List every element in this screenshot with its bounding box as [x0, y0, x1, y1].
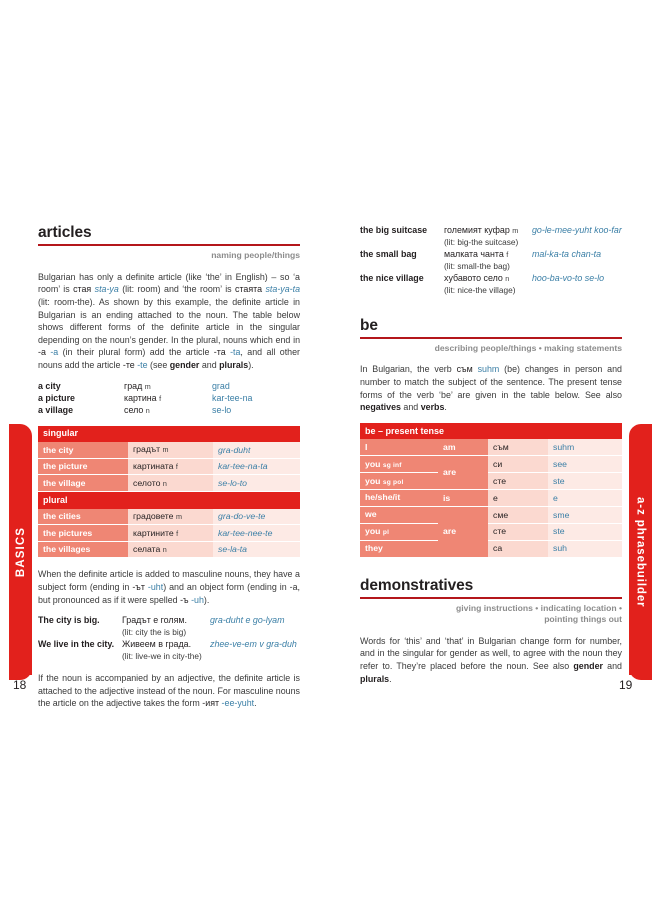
section-subheading-be: describing people/things • making statements — [434, 342, 622, 353]
section-subheading-articles: naming people/things — [211, 250, 300, 261]
page-number-left: 18 — [13, 678, 27, 692]
table-header-plural — [38, 491, 300, 508]
articles-masculine-paragraph — [38, 568, 300, 606]
sidebar-tab-phrasebuilder-label: a-z phrasebuilder — [634, 496, 647, 608]
cell-english: the village — [38, 475, 128, 492]
table-row — [38, 541, 300, 558]
adjective-article-phrases — [360, 225, 622, 297]
cell-translit: see — [548, 456, 622, 473]
table-row — [360, 490, 622, 507]
sidebar-tab-basics[interactable] — [9, 424, 32, 680]
edge-marker-left — [9, 666, 32, 675]
literal-gloss-row — [360, 237, 622, 249]
phrase-gender: f — [506, 249, 509, 259]
cell-translit: e — [548, 490, 622, 507]
articles-adjective-paragraph — [38, 672, 300, 710]
literal-gloss-row — [38, 627, 300, 639]
cell-cyrillic: сте — [488, 523, 548, 540]
left-page-column — [38, 225, 300, 710]
pronoun-word: he/she/it — [365, 492, 401, 503]
pronoun-gram: sg inf — [382, 461, 402, 469]
list-item — [38, 393, 300, 405]
phrase-cyrillic-cell — [444, 249, 532, 261]
intro-text-5: , and all other nouns add the article — [38, 347, 301, 371]
word-english: a city — [38, 380, 61, 391]
edge-marker-right — [629, 666, 652, 675]
word-cyrillic: град — [124, 380, 143, 391]
cell-translit: kar-tee-nee-te — [213, 525, 300, 542]
masculine-example-phrases — [38, 615, 300, 663]
section-rule-be — [360, 337, 622, 339]
phrase-literal: (lit: live-we in city-the) — [122, 651, 202, 662]
table-row — [360, 473, 622, 490]
be-present-tense-table — [360, 423, 622, 558]
word-cyrillic-cell — [124, 393, 212, 405]
table-row — [360, 439, 622, 455]
para2-translit-1: -uht — [147, 582, 164, 593]
cell-translit: sme — [548, 506, 622, 523]
table-header-singular — [38, 426, 300, 443]
cell-translit: suh — [548, 540, 622, 557]
intro-cyrillic-3: -а — [38, 347, 46, 358]
cell-cyrillic — [128, 475, 213, 492]
list-item — [38, 615, 300, 627]
cell-english: the villages — [38, 541, 128, 558]
list-item — [38, 639, 300, 651]
cell-pronoun — [360, 439, 438, 455]
intro-cyrillic-1: стая — [73, 284, 92, 295]
cell-cyrillic-word: селото — [133, 477, 161, 488]
para3-translit-1: -ee-yuht — [221, 698, 255, 709]
definite-article-table — [38, 426, 300, 559]
cell-cyrillic: съм — [488, 439, 548, 455]
demonstratives-intro-paragraph — [360, 635, 622, 686]
cell-pronoun — [360, 506, 438, 523]
intro-cyrillic-5: -те — [122, 360, 135, 371]
phrase-english: We live in the city. — [38, 639, 115, 650]
subheading-line-2: pointing things out — [544, 614, 622, 625]
right-page-column — [360, 225, 622, 685]
be-intro-paragraph — [360, 363, 622, 414]
cell-cyrillic-word: градът — [133, 444, 161, 455]
intro-cyrillic-4: -та — [213, 347, 226, 358]
phrase-english: The city is big. — [38, 615, 100, 626]
phrase-translit: gra-duht e go-lyam — [210, 615, 285, 626]
intro-text-7: and — [199, 360, 220, 371]
para3-text-2: . — [254, 698, 257, 709]
section-heading-be: be — [360, 316, 378, 334]
list-item — [38, 381, 300, 393]
table-row — [38, 475, 300, 492]
para2-text-1: When the definite article is added to masculine nouns, they have a subject form (ending in — [38, 569, 300, 593]
phrase-translit: zhee-ve-em v gra-duh — [210, 639, 297, 650]
page-number-right: 19 — [619, 678, 633, 692]
para2-cyrillic-2: -ъ — [180, 594, 189, 605]
pronoun-word: they — [365, 543, 383, 554]
cell-pronoun — [360, 490, 438, 507]
demo-intro-text-1: Words for ‘this’ and ‘that’ in Bulgarian change form for number, and in the singular for gender as well, to agree with the noun they refer to. They’re placed before the noun. See also — [360, 635, 622, 671]
cell-gender: f — [176, 528, 179, 538]
list-item — [360, 225, 622, 237]
table-header-label: plural — [38, 491, 300, 508]
phrase-cyrillic-cell — [444, 273, 532, 285]
phrase-english: the nice village — [360, 272, 424, 283]
pronoun-word: we — [365, 509, 377, 520]
cell-cyrillic — [128, 458, 213, 475]
cell-translit: ste — [548, 473, 622, 490]
cell-gender: f — [175, 462, 178, 472]
indefinite-noun-list — [38, 381, 300, 417]
cell-english: the city — [38, 442, 128, 458]
phrase-english: the small bag — [360, 248, 417, 259]
section-heading-articles: articles — [38, 224, 92, 241]
sidebar-tab-phrasebuilder[interactable] — [629, 424, 652, 680]
table-row — [360, 506, 622, 523]
cell-gender: m — [162, 445, 169, 455]
crossref-plurals: plurals — [360, 673, 390, 684]
table-row — [38, 509, 300, 525]
phrase-literal: (lit: big-the suitcase) — [444, 236, 519, 247]
word-english: a picture — [38, 392, 75, 403]
cell-cyrillic-word: селата — [133, 544, 161, 555]
intro-text-1: Bulgarian has only a definite article (like ‘the’ in English) – so ‘a room’ is — [38, 271, 300, 295]
table-row — [360, 456, 622, 473]
cell-cyrillic: сте — [488, 473, 548, 490]
articles-intro-paragraph — [38, 271, 300, 372]
cell-verb: are — [438, 506, 488, 557]
be-intro-text-3: and — [400, 402, 421, 413]
cell-english: the pictures — [38, 525, 128, 542]
cell-cyrillic: си — [488, 456, 548, 473]
table-row — [38, 442, 300, 458]
pronoun-word: you — [365, 526, 381, 537]
word-english: a village — [38, 404, 74, 415]
table-row — [38, 525, 300, 542]
cell-cyrillic — [128, 442, 213, 458]
cell-pronoun — [360, 523, 438, 540]
cell-cyrillic: е — [488, 490, 548, 507]
demo-intro-text-2: and — [602, 660, 622, 671]
intro-text-8: ). — [248, 360, 254, 371]
table-row — [360, 523, 622, 540]
section-rule-articles — [38, 244, 300, 246]
phrase-gender: n — [505, 273, 510, 283]
literal-gloss-row — [360, 285, 622, 297]
word-cyrillic-cell — [124, 405, 212, 417]
phrase-cyrillic: малката чанта — [444, 248, 504, 259]
word-gender: m — [144, 381, 151, 391]
cell-pronoun — [360, 473, 438, 490]
list-item — [360, 249, 622, 261]
cell-gender: n — [162, 478, 167, 488]
intro-text-6: (see — [147, 360, 170, 371]
phrase-translit: go-le-mee-yuht koo-far — [532, 225, 622, 235]
word-translit: se-lo — [212, 404, 232, 415]
cell-gender: n — [162, 545, 167, 555]
crossref-plurals: plurals — [219, 360, 249, 371]
intro-translit-2: sta-ya-ta — [265, 284, 301, 295]
phrase-english: the big suitcase — [360, 225, 428, 235]
cell-english: the cities — [38, 509, 128, 525]
crossref-gender: gender — [169, 360, 200, 371]
phrase-literal: (lit: city the is big) — [122, 627, 187, 638]
table-header-be — [360, 423, 622, 440]
cell-verb: is — [438, 490, 488, 507]
intro-translit-5: -te — [137, 360, 148, 371]
crossref-verbs: verbs — [420, 402, 445, 413]
cell-translit: se-la-ta — [213, 541, 300, 558]
word-translit: kar-tee-na — [212, 392, 253, 403]
cell-cyrillic-word: картината — [133, 461, 174, 472]
be-intro-cyrillic: съм — [456, 364, 473, 375]
phrase-cyrillic: големият куфар — [444, 225, 510, 235]
pronoun-word: you — [365, 458, 381, 469]
be-intro-translit: suhm — [477, 364, 500, 375]
intro-text-2: (lit: room) and ‘the room’ is — [118, 284, 236, 295]
cell-verb: are — [438, 456, 488, 490]
cell-cyrillic — [128, 509, 213, 525]
literal-gloss-row — [38, 651, 300, 663]
para2-cyrillic-1: -ът — [132, 582, 145, 593]
pronoun-word: I — [365, 441, 368, 452]
cell-cyrillic-word: картините — [133, 527, 174, 538]
table-header-label: singular — [38, 426, 300, 443]
intro-translit-4: -ta — [230, 347, 241, 358]
table-row — [360, 540, 622, 557]
cell-translit: se-lo-to — [213, 475, 300, 492]
phrase-translit: hoo-ba-vo-to se-lo — [532, 272, 605, 283]
be-intro-text-4: . — [444, 402, 447, 413]
crossref-gender: gender — [573, 660, 603, 671]
section-heading-demonstratives: demonstratives — [360, 576, 474, 594]
cell-translit: kar-tee-na-ta — [213, 458, 300, 475]
phrase-cyrillic: хубавото село — [444, 272, 503, 283]
intro-text-3: (lit: room-the). As shown by this example, the definite article in Bulgarian is an ending attached to the noun. The table below shows different forms of the definite article in the singular depending on the noun’s gender. In the plural, nouns which end in — [38, 296, 300, 345]
be-intro-text-2: (be) changes in person and number to match the subject of the sentence. The present tense forms of the verb ‘be’ are given in the table below. See also — [360, 364, 622, 400]
be-intro-text-1: In Bulgarian, the verb — [360, 364, 457, 375]
literal-gloss-row — [360, 261, 622, 273]
cell-translit: gra-do-ve-te — [213, 509, 300, 525]
cell-pronoun — [360, 540, 438, 557]
phrase-cyrillic-cell — [444, 225, 532, 237]
cell-cyrillic: са — [488, 540, 548, 557]
intro-translit-3: -a — [50, 347, 59, 358]
para2-translit-2: -uh — [191, 594, 204, 605]
cell-translit: ste — [548, 523, 622, 540]
table-header-label: be – present tense — [360, 423, 622, 440]
cell-gender: m — [175, 511, 182, 521]
word-cyrillic: село — [124, 404, 144, 415]
sidebar-tab-basics-label: BASICS — [14, 526, 27, 578]
pronoun-gram: sg pol — [382, 478, 404, 486]
cell-cyrillic — [128, 541, 213, 558]
cell-verb: am — [438, 439, 488, 455]
para3-text-1: If the noun is accompanied by an adjective, the definite article is attached to the adjective instead of the noun. For masculine nouns the article on the adjective takes the form — [38, 673, 300, 709]
para2-text-2: ) and an object form (ending in -a, but pronounced as if it were spelled — [38, 582, 301, 605]
phrase-literal: (lit: nice-the village) — [444, 284, 516, 295]
phrase-cyrillic: Живеем в града. — [122, 639, 192, 650]
phrase-gender: m — [512, 226, 519, 235]
word-cyrillic: картина — [124, 392, 157, 403]
cell-translit: gra-duht — [213, 442, 300, 458]
word-gender: n — [145, 405, 150, 415]
phrase-cyrillic: Градът е голям. — [122, 615, 187, 626]
phrase-literal: (lit: small-the bag) — [444, 260, 510, 271]
word-cyrillic-cell — [124, 381, 212, 393]
word-gender: f — [159, 393, 162, 403]
pronoun-word: you — [365, 475, 381, 486]
table-row — [38, 458, 300, 475]
intro-text-4: (in their plural form) add the article — [58, 347, 214, 358]
list-item — [360, 273, 622, 285]
intro-cyrillic-2: стаята — [235, 284, 263, 295]
word-translit: grad — [212, 380, 230, 391]
cell-cyrillic — [128, 525, 213, 542]
section-subheading-demonstratives — [360, 603, 622, 626]
cell-cyrillic: сме — [488, 506, 548, 523]
cell-pronoun — [360, 456, 438, 473]
pronoun-gram: pl — [382, 529, 390, 537]
para2-text-3: ). — [203, 594, 210, 605]
subheading-line-1: giving instructions • indicating location • — [456, 602, 622, 613]
section-rule-demonstratives — [360, 597, 622, 599]
intro-translit-1: sta-ya — [94, 284, 119, 295]
demo-intro-text-3: . — [389, 673, 392, 684]
para3-cyrillic-1: -ият — [202, 698, 220, 709]
cell-cyrillic-word: градовете — [133, 510, 174, 521]
cell-translit: suhm — [548, 439, 622, 455]
list-item — [38, 405, 300, 417]
crossref-negatives: negatives — [360, 402, 401, 413]
cell-english: the picture — [38, 458, 128, 475]
phrase-translit: mal-ka-ta chan-ta — [532, 248, 602, 259]
